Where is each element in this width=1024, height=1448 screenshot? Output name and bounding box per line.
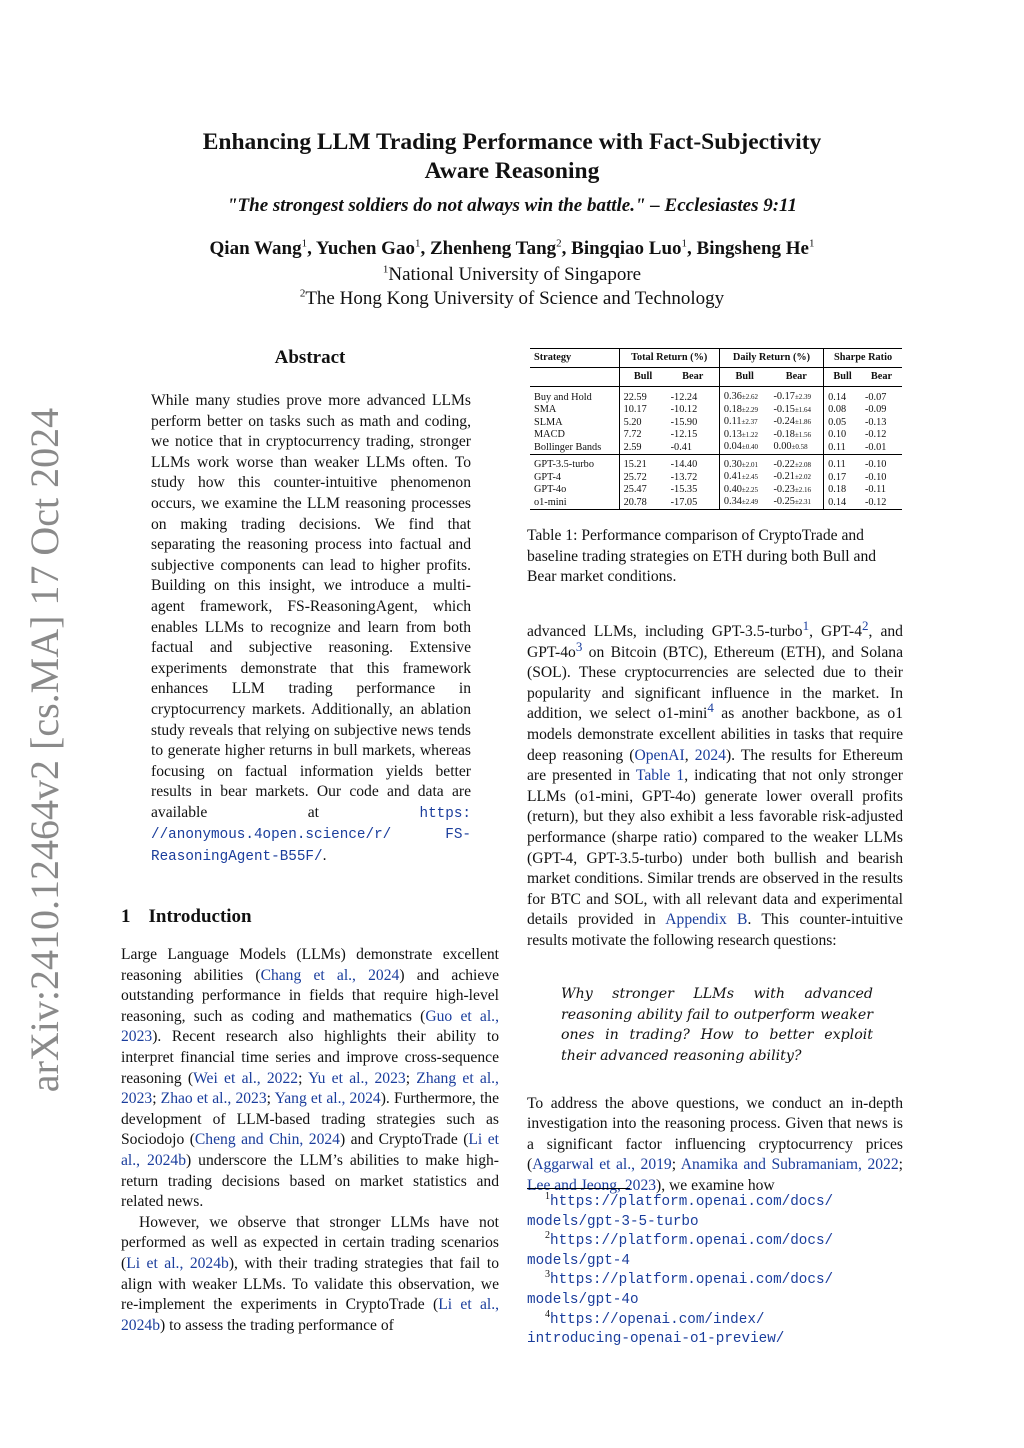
- cell-sharpe-bull: 0.17: [824, 471, 861, 484]
- cell-total-bear: -17.05: [670, 496, 698, 508]
- cell-daily-bear: -0.22±2.08: [773, 458, 812, 470]
- cell-strategy: MACD: [534, 429, 565, 440]
- footnote-link[interactable]: https://platform.openai.com/docs/: [550, 1272, 834, 1289]
- footnote: $^1$https://platform.openai.com/docs/ models/gpt-3-5-turbo: [527, 1191, 834, 1230]
- std-dev: ±2.01: [741, 460, 758, 469]
- std-dev: ±2.16: [794, 485, 812, 494]
- cell-total-bear: -10.12: [670, 404, 698, 415]
- cell-daily-bull: 0.13±1.22: [719, 429, 769, 442]
- table-row: [530, 471, 902, 484]
- cell-total-bear: -15.90: [670, 416, 698, 428]
- citation-link[interactable]: Li et al., 2024b: [126, 1254, 229, 1272]
- cell-strategy: GPT-4o: [534, 484, 567, 495]
- table-row: [530, 416, 902, 429]
- std-dev: ±2.31: [794, 498, 812, 506]
- citation-link[interactable]: Aggarwal et al., 2019: [532, 1156, 672, 1174]
- cell-total-bull: 25.47: [619, 484, 667, 497]
- std-dev: ±2.49: [741, 498, 758, 506]
- cell-total-bear: -15.35: [670, 484, 698, 495]
- cell-sharpe-bear: -0.01: [864, 441, 887, 453]
- author: Zhenheng Tang$^2$: [429, 237, 562, 259]
- std-dev: ±2.39: [794, 393, 812, 401]
- cell-sharpe-bull: 0.14: [824, 496, 861, 509]
- cell-strategy: Buy and Hold: [534, 391, 592, 403]
- std-dev: ±1.56: [794, 430, 812, 439]
- cell-total-bull: 25.72: [619, 471, 667, 484]
- cell-sharpe-bull: 0.11: [824, 441, 861, 454]
- std-dev: ±2.29: [741, 405, 758, 414]
- cell-strategy: SLMA: [534, 416, 563, 428]
- author: Bingqiao Luo$^1$: [571, 237, 688, 259]
- citation-link[interactable]: Wei et al., 2022: [193, 1069, 299, 1087]
- section-heading-introduction: 1 Introduction: [121, 906, 252, 927]
- footnote-link[interactable]: models/gpt-4: [527, 1252, 630, 1269]
- std-dev: ±2.02: [794, 473, 812, 481]
- title-line-2: Aware Reasoning: [424, 158, 600, 184]
- cell-strategy: Bollinger Bands: [534, 441, 602, 453]
- std-dev: ±2.37: [741, 418, 758, 426]
- table-row: [530, 484, 902, 497]
- paragraph: To address the above questions, we conduct an in-depth investigation into the reasoning process. Given that news is a significant factor influencing cryptocurrency prices (Aggarwal et al., 2019; Anamika and Subramaniam, 2022; Lee and Jeong, 2023), we examine how: [527, 1094, 903, 1194]
- std-dev: ±1.22: [741, 430, 758, 439]
- citation-link[interactable]: Anamika and Subramaniam, 2022: [680, 1156, 899, 1174]
- table-row: [530, 429, 902, 442]
- header-bull: Bull: [619, 368, 667, 387]
- citation-link[interactable]: Chang et al., 2024: [260, 966, 400, 984]
- header-total-return: Total Return (%): [619, 349, 719, 368]
- cell-daily-bear: -0.24±1.86: [773, 416, 812, 427]
- title-line-1: Enhancing LLM Trading Performance with Fact-Subjectivity: [202, 129, 822, 155]
- citation-link[interactable]: Cheng and Chin, 2024: [194, 1131, 340, 1149]
- cell-daily-bear: -0.21±2.02: [773, 471, 812, 482]
- cell-sharpe-bear: -0.07: [864, 391, 887, 403]
- std-dev: ±0.58: [791, 443, 808, 451]
- citation-link[interactable]: Zhao et al., 2023: [160, 1090, 267, 1108]
- cell-total-bear: -14.40: [670, 459, 698, 470]
- cell-strategy: o1-mini: [534, 496, 567, 508]
- affiliations: [0, 263, 1024, 311]
- std-dev: ±1.64: [794, 405, 812, 414]
- table-row: [530, 387, 902, 404]
- cell-total-bear: -12.24: [670, 391, 698, 403]
- citation-link[interactable]: Guo et al., 2023: [121, 1007, 499, 1046]
- cell-daily-bull: 0.04±0.40: [719, 441, 769, 454]
- header-sharpe-ratio: Sharpe Ratio: [824, 349, 902, 368]
- affiliation: $^2$The Hong Kong University of Science and Technology: [299, 287, 725, 309]
- header-bear: Bear: [682, 371, 704, 383]
- footnote-mark[interactable]: 2: [862, 617, 869, 633]
- header-bull: Bull: [719, 368, 769, 387]
- citation-link[interactable]: Zhang et al., 2023: [121, 1069, 499, 1108]
- cell-daily-bull: 0.34±2.49: [719, 496, 769, 509]
- cell-sharpe-bull: 0.10: [824, 429, 861, 442]
- table-row: [530, 496, 902, 509]
- cell-daily-bull: 0.18±2.29: [719, 404, 769, 417]
- cell-strategy: SMA: [534, 404, 557, 415]
- std-dev: ±2.45: [741, 473, 758, 481]
- cell-sharpe-bear: -0.12: [864, 429, 887, 440]
- citation-link[interactable]: 2024: [694, 746, 726, 764]
- cell-daily-bear: -0.23±2.16: [773, 483, 812, 495]
- cell-sharpe-bull: 0.14: [824, 387, 861, 404]
- table-row: [530, 454, 902, 471]
- cell-sharpe-bull: 0.11: [824, 454, 861, 471]
- cell-sharpe-bear: -0.09: [864, 404, 887, 415]
- paragraph: advanced LLMs, including GPT-3.5-turbo$^1$, GPT-$4^2$, and GPT-$4o^3$ on Bitcoin (BTC), Ethereum (ETH), and Solana (SOL). These cryptocurrencies are selected due to their popularity and significant influence in the market. In addition, we select o1-mini$^4$ as another backbone, as o1 models demonstrate excellent abilities in tasks that require deep reasoning (OpenAI, 2024). The results for Ethereum are presented in Table 1, indicating that not only stronger LLMs (o1-mini, GPT-4o) generate lower overall profits (return), but they also exhibit a less favorable risk-adjusted performance (sharpe ratio) compared to the weaker LLMs (GPT-4, GPT-3.5-turbo) under both bullish and bearish market conditions. Similar trends are observed in the results for BTC and SOL, with all relevant data and experimental details provided in Appendix B. This counter-intuitive results motivate the following research questions:: [527, 617, 903, 949]
- cell-sharpe-bear: -0.12: [864, 496, 887, 508]
- citation-link[interactable]: Yang et al., 2024: [274, 1090, 381, 1108]
- footnote-divider: [527, 1188, 630, 1189]
- cell-daily-bull: 0.36±2.62: [719, 387, 769, 404]
- cell-sharpe-bear: -0.13: [864, 416, 887, 428]
- cell-total-bull: 15.21: [619, 454, 667, 471]
- cell-total-bear: -13.72: [670, 471, 698, 483]
- cell-total-bull: 2.59: [619, 441, 667, 454]
- footnote-link[interactable]: https://platform.openai.com/docs/: [550, 1233, 834, 1250]
- cell-sharpe-bull: 0.08: [824, 404, 861, 417]
- header-bear: Bear: [870, 371, 893, 383]
- cell-sharpe-bull: 0.18: [824, 484, 861, 497]
- footnote-link[interactable]: models/gpt-4o: [527, 1291, 639, 1308]
- cell-sharpe-bear: -0.11: [864, 484, 887, 495]
- table-caption: Table 1: Performance comparison of CryptoTrade and baseline trading strategies on ETH during both Bull and Bear market conditions.: [527, 527, 877, 586]
- std-dev: ±0.40: [741, 443, 758, 451]
- std-dev: ±1.86: [794, 418, 812, 426]
- footnote-mark[interactable]: 3: [575, 638, 583, 654]
- std-dev: ±2.08: [794, 460, 812, 469]
- citation-link[interactable]: Yu et al., 2023: [308, 1069, 406, 1087]
- cell-sharpe-bull: 0.05: [824, 416, 861, 429]
- cell-daily-bull: 0.11±2.37: [719, 416, 769, 429]
- cell-total-bull: 20.78: [619, 496, 667, 509]
- cell-sharpe-bear: -0.10: [864, 471, 887, 483]
- cell-daily-bear: 0.00±0.58: [773, 441, 808, 452]
- footnote: $^4$https://openai.com/index/ introducing-openai-o1-preview/: [527, 1308, 785, 1348]
- header-bull: Bull: [824, 368, 861, 387]
- std-dev: ±2.25: [741, 485, 758, 494]
- footnote-mark[interactable]: 4: [707, 700, 714, 716]
- author: Bingsheng He$^1$: [696, 237, 815, 259]
- paper-title: [0, 128, 1024, 186]
- cell-daily-bear: -0.17±2.39: [773, 391, 812, 402]
- citation-link[interactable]: Li et al., 2024b: [121, 1131, 499, 1169]
- table-header-row: [530, 349, 902, 368]
- footnote-mark[interactable]: 1: [802, 617, 810, 633]
- affiliation: $^1$National University of Singapore: [382, 263, 642, 285]
- cell-total-bear: -12.15: [670, 429, 698, 440]
- footnote: $^3$https://platform.openai.com/docs/ models/gpt-4o: [527, 1269, 834, 1308]
- citation-link[interactable]: OpenAI: [634, 746, 685, 764]
- cell-daily-bull: 0.30±2.01: [719, 454, 769, 471]
- std-dev: ±2.62: [741, 393, 758, 401]
- cell-total-bull: 22.59: [619, 387, 667, 404]
- cell-total-bear: -0.41: [670, 441, 693, 453]
- code-link[interactable]: https: //anonymous.4open.science/r/ FS-ReasoningAgent-B55F/: [151, 805, 471, 866]
- table-row: [530, 404, 902, 417]
- footnotes: [527, 1192, 903, 1349]
- cell-daily-bear: -0.18±1.56: [773, 428, 812, 440]
- footnote-link[interactable]: introducing-openai-o1-preview/: [527, 1331, 785, 1348]
- cell-strategy: GPT-3.5-turbo: [534, 459, 594, 470]
- author: Qian Wang$^1$: [209, 237, 308, 259]
- author: Yuchen Gao$^1$: [315, 237, 421, 259]
- cell-total-bull: 7.72: [619, 429, 667, 442]
- table-subheader-row: [530, 368, 902, 387]
- footnote-link[interactable]: https://platform.openai.com/docs/: [550, 1194, 834, 1210]
- cell-daily-bull: 0.40±2.25: [719, 484, 769, 497]
- footnote-link[interactable]: models/gpt-3-5-turbo: [527, 1213, 699, 1230]
- cell-total-bull: 5.20: [619, 416, 667, 429]
- paragraph: Large Language Models (LLMs) demonstrate excellent reasoning abilities (Chang et al., 2024) and achieve outstanding performance in fields that require high-level reasoning, such as coding and mathematics (Guo et al., 2023). Recent research also highlights their ability to interpret financial time series and improve cross-sequence reasoning (Wei et al., 2022; Yu et al., 2023; Zhang et al., 2023; Zhao et al., 2023; Yang et al., 2024). Furthermore, the development of LLM-based trading strategies such as Sociodojo (Cheng and Chin, 2024) and CryptoTrade (Li et al., 2024b) underscore the LLM’s abilities to make high-return trading decisions based on market statistics and related news.: [121, 946, 500, 1211]
- table-row: [530, 441, 902, 454]
- cell-daily-bear: -0.25±2.31: [773, 496, 812, 507]
- research-question-quote: Why stronger LLMs with advanced reasoning ability fail to outperform weaker ones in trading? How to better exploit their advanced reasoning ability?: [561, 986, 873, 1064]
- table-reference-link[interactable]: Table 1: [635, 767, 685, 785]
- abstract-body: While many studies prove more advanced LLMs perform better on tasks such as math and coding, we notice that in cryptocurrency trading, stronger LLMs work worse than weaker LLMs often. To study how this counter-intuitive phenomenon occurs, we examine the LLM reasoning processes on making trading decisions. We find that separating the reasoning process into factual and subjective components can lead to higher profits. Building on this insight, we introduce a multi-agent framework, FS-ReasoningAgent, which enables LLMs to recognize and learn from both factual and subjective reasoning. Extensive experiments demonstrate that this framework enhances LLM trading performance in cryptocurrency markets. Additionally, an ablation study reveals that relying on subjective news tends to generate higher returns in bull markets, whereas focusing on factual information yields better results in bear markets. Our code and data are available at https: //anonymous.4open.science/r/ FS-ReasoningAgent-B55F/.: [151, 392, 471, 866]
- citation-link[interactable]: Li et al., 2024b: [121, 1296, 500, 1334]
- epigraph: "The strongest soldiers do not always win the battle." – Ecclesiastes 9:11: [226, 195, 797, 216]
- citation-link[interactable]: Lee and Jeong, 2023: [527, 1176, 657, 1194]
- cell-daily-bear: -0.15±1.64: [773, 403, 812, 415]
- header-daily-return: Daily Return (%): [719, 349, 823, 368]
- cell-daily-bull: 0.41±2.45: [719, 471, 769, 484]
- header-strategy: Strategy: [534, 352, 572, 364]
- abstract-heading: Abstract: [274, 347, 346, 368]
- appendix-reference-link[interactable]: Appendix B: [665, 911, 748, 929]
- arxiv-identifier-stamp: arXiv:2410.12464v2 [cs.MA] 17 Oct 2024: [22, 407, 67, 1093]
- cell-total-bull: 10.17: [619, 404, 667, 417]
- footnote: $^2$https://platform.openai.com/docs/ models/gpt-4: [527, 1230, 834, 1269]
- right-column-body: [527, 617, 903, 952]
- author-list: Qian Wang$^1$, Yuchen Gao$^1$, Zhenheng Tang$^2$, Bingqiao Luo$^1$, Bingsheng He$^1$: [209, 237, 815, 259]
- paragraph: However, we observe that stronger LLMs have not performed as well as expected in certain trading scenarios (Li et al., 2024b), with their trading strategies that fail to align with weaker LLMs. To validate this observation, we re-implement the experiments in CryptoTrade (Li et al., 2024b) to assess the trading performance of: [121, 1213, 500, 1334]
- table-body: [530, 387, 902, 510]
- cell-strategy: GPT-4: [534, 471, 562, 483]
- cell-sharpe-bear: -0.10: [864, 459, 887, 470]
- performance-table-wrapper: [530, 348, 902, 510]
- performance-table: [530, 348, 902, 510]
- introduction-body: [121, 945, 499, 1336]
- footnote-link[interactable]: https://openai.com/index/: [550, 1311, 765, 1328]
- header-bear: Bear: [785, 371, 807, 383]
